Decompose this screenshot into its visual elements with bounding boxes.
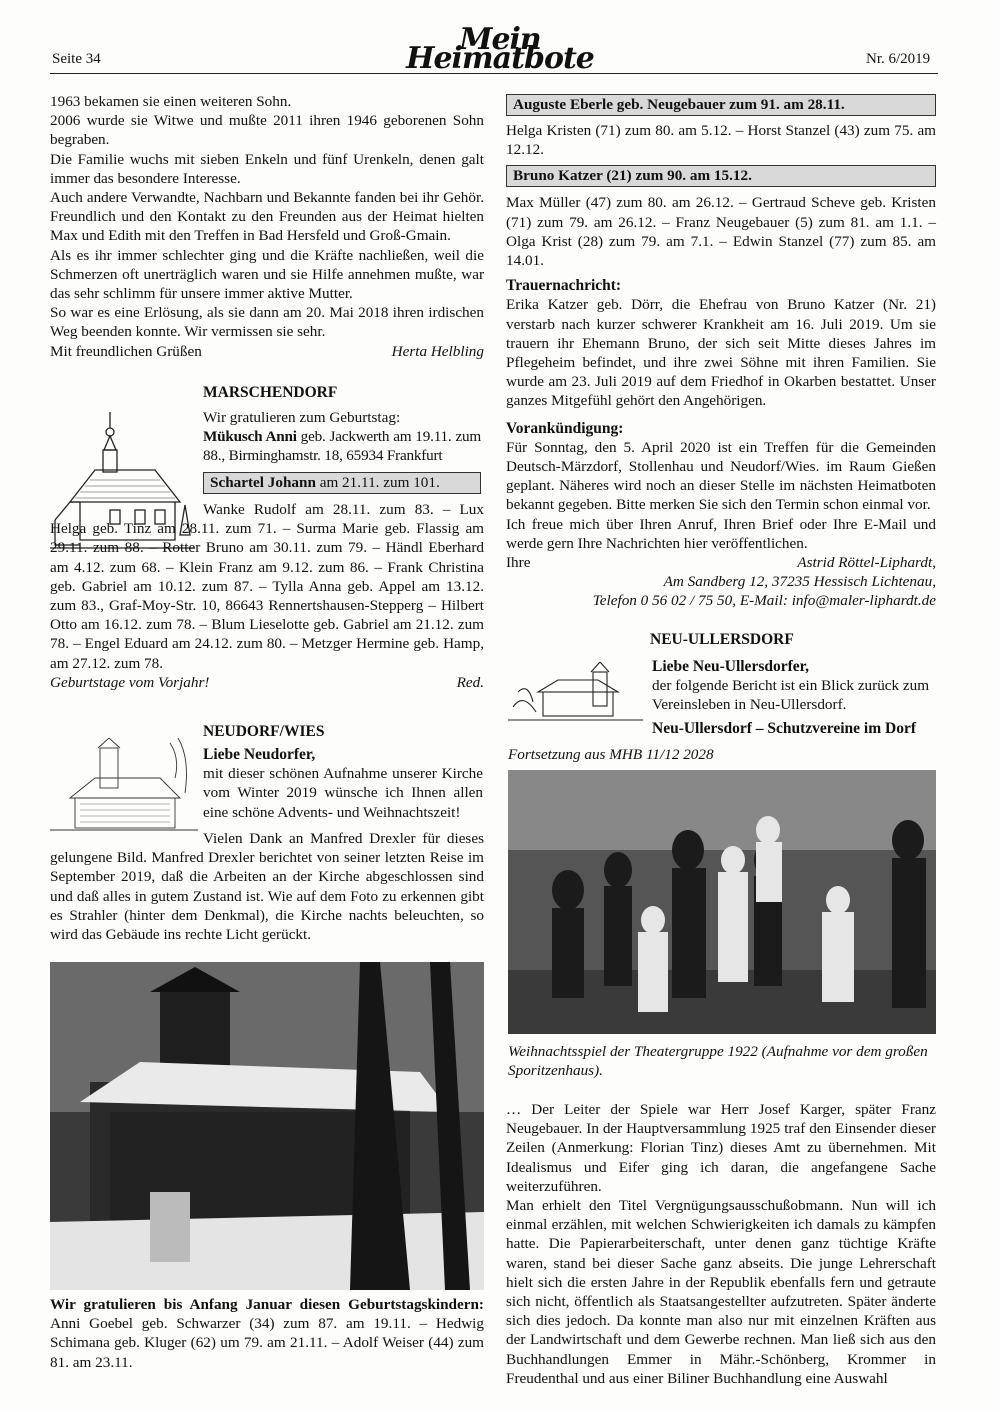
person-name: Mükusch Anni — [203, 428, 297, 446]
highlight-box — [203, 472, 481, 494]
section-title-neudorf: NEUDORF/WIES — [203, 723, 325, 740]
church-winter-photo — [50, 962, 484, 1290]
paragraph: Auch andere Verwandte, Nachbarn und Bekannte fanden bei ihr Gehör. Freundlich und den Kontakt zu den Freunden aus der Heimat hielten Max und Edith mit den Treffen in Bad Hersfeld und Groß-Gmain. — [50, 189, 484, 245]
address: Am Sandberg 12, 37235 Hessisch Lichtenau, — [663, 573, 936, 591]
paragraph: der folgende Bericht ist ein Blick zurück zum Vereinsleben in Neu-Ullersdorf. — [652, 677, 930, 714]
letter-continuation — [50, 92, 484, 361]
signature: Astrid Röttel-Liphardt, — [797, 554, 936, 572]
closing: Mit freundlichen Grüßen — [50, 342, 202, 360]
issue-number: Nr. 6/2019 — [866, 51, 931, 67]
highlight-box: Auguste Eberle geb. Neugebauer zum 91. am 28.11. — [506, 94, 936, 116]
photo-caption: Weihnachtsspiel der Theatergruppe 1922 (Aufnahme vor dem großen Sporitzenhaus). — [508, 1043, 928, 1080]
village-church-illustration — [508, 662, 643, 728]
masthead-title: Mein Heimatbote — [406, 22, 594, 77]
section-title-marschendorf: MARSCHENDORF — [203, 384, 338, 401]
caption-text: Anni Goebel geb. Schwarzer (34) zum 87. am 19.11. – Hedwig Schimana geb. Kluger (62) um 79. am 21.11. – Adolf Weiser (44) zum 81. am 23.11. — [50, 1315, 484, 1371]
birthday-line: Max Müller (47) zum 80. am 26.12. – Gertraud Scheve geb. Kristen (71) zum 79. am 26.12. – Franz Neugebauer (5) zum 81. am 1.1. – Olga Krist (28) zum 79. am 7.1. – Edwin Stanzel (77) zum 85. am 14.01. — [506, 194, 936, 270]
section-heading-trauer: Trauernachricht: — [506, 277, 622, 295]
signature: Herta Helbling — [391, 342, 484, 360]
paragraph: … Der Leiter der Spiele war Herr Josef Karger, später Franz Neugebauer. In der Hauptversammlung 1925 traf den Einsender dieser Zeilen (Anmerkung: Florian Tinz) dieses Amt zu übernehmen. Mit Idealismus und Eifer ging ich daran, die angefangene Sache weiterzuführen. — [506, 1101, 936, 1195]
birthday-detail: am 21.11. zum 101. — [315, 473, 440, 491]
birthday-list — [50, 500, 484, 673]
highlight-box: Bruno Katzer (21) zum 90. am 15.12. — [506, 165, 936, 187]
paragraph: Für Sonntag, den 5. April 2020 ist ein Treffen für die Gemeinden Deutsch-Märzdorf, Stollenhau und Neudorf/Wies. im Raum Gießen geplant. Näheres wird noch an dieser Stelle im nächsten Heimatboten bekannt gegeben. Bitte merken Sie sich den Termin schon einmal vor. — [506, 438, 936, 514]
closing: Ihre — [506, 554, 531, 572]
birthday-line: Helga Kristen (71) zum 80. am 5.12. – Horst Stanzel (43) zum 75. am 12.12. — [506, 122, 936, 159]
photo-caption — [50, 1295, 484, 1372]
paragraph: 1963 bekamen sie einen weiteren Sohn. — [50, 93, 292, 110]
birthday-intro: Wir gratulieren zum Geburtstag: — [203, 409, 401, 426]
birthday-detail: geb. Jackwerth am 19.11. zum 88., Birminghamstr. 18, 65934 Frankfurt — [203, 428, 481, 465]
section-title-neu-ullersdorf: NEU-ULLERSDORF — [650, 631, 794, 648]
paragraph: Als es ihr immer schlechter ging und die Kräfte nachließen, weil die Schmerzen oft unerträglich waren und sie Hilfe annehmen mußte, war das sehr schlimm für unsere immer aktive Mutter. — [50, 246, 484, 303]
note: Geburtstage vom Vorjahr! — [50, 673, 210, 691]
paragraph: So war es eine Erlösung, als sie dann am 20. Mai 2018 ihren irdischen Weg beenden konnte. Wir vermissen sie sehr. — [50, 304, 484, 341]
theater-group-photo — [508, 770, 936, 1034]
paragraph: Die Familie wuchs mit sieben Enkeln und fünf Urenkeln, denen galt immer das besondere Interesse. — [50, 150, 484, 187]
paragraph-text: Vielen Dank an Manfred Drexler für dieses gelungene Bild. Manfred Drexler berichtet von seiner letzten Reise im September 2019, daß die Arbeiten an der Kirche abgeschlossen sind und daß alles in gutem Zustand ist. Wie auf dem Foto zu erkennen gibt es Strahler (hinter dem Denkmal), die Kirche nachts beleuchten, so wird das Gebäude ins rechte Licht gerückt. — [50, 830, 484, 944]
paragraph: Erika Katzer geb. Dörr, die Ehefrau von Bruno Katzer (Nr. 21) verstarb nach kurzer schwerer Krankheit am 16. Juli 2019. Um sie trauern ihr Ehemann Bruno, der sich seit Mitte dieses Jahres im Pflegeheim befindet, und ihre zwei Söhne mit ihren Familien. Sie wurde am 23. Juli 2019 auf dem Friedhof in Okarben bestattet. Unser ganzes Mitgefühl gehört den Angehörigen. — [506, 296, 936, 410]
article-subtitle: Neu-Ullersdorf – Schutzvereine im Dorf — [652, 719, 917, 737]
greeting: Liebe Neu-Ullersdorfer, — [652, 658, 809, 675]
header-rule — [50, 73, 938, 74]
contact: Telefon 0 56 02 / 75 50, E-Mail: info@maler-liphardt.de — [592, 592, 936, 610]
church-sketch — [50, 738, 198, 838]
paragraph: Ich freue mich über Ihren Anruf, Ihren Brief oder Ihre E-Mail und werde gern Ihre Nachrichten hier veröffentlichen. — [506, 515, 936, 552]
paragraph: 2006 wurde sie Witwe und mußte 2011 ihren 1946 geborenen Sohn begraben. — [50, 112, 484, 149]
note-signature: Red. — [456, 673, 484, 691]
person-name: Schartel Johann — [210, 473, 316, 491]
birthday-list-text: Wanke Rudolf am 28.11. zum 83. – Lux Helga geb. Tinz am 28.11. zum 71. – Surma Marie geb. Flassig am 29.11. zum 88. – Rotter Bruno am 30.11. zum 79. – Händl Eberhard am 4.12. zum 68. – Klein Franz am 9.12. zum 86. – Frank Christina geb. Gabriel am 10.12. zum 87. – Tylla Anna geb. Appel am 13.12. zum 83., Graf-Moy-Str. 10, 86643 Rennertshausen-Stepperg – Hilbert Otto am 16.12. zum 78. – Blum Lieselotte geb. Gabriel am 21.12. zum 78. – Engel Eduard am 24.12. zum 80. – Metzger Hermine geb. Hamp, am 27.12. zum 78. — [50, 501, 484, 672]
section-heading-vorankuendigung: Vorankündigung: — [506, 419, 624, 437]
paragraph: mit dieser schönen Aufnahme unserer Kirche vom Winter 2019 wünsche ich Ihnen allen eine schöne Advents- und Weihnachtszeit! — [203, 765, 483, 821]
caption-heading: Wir gratulieren bis Anfang Januar diesen Geburtstagskindern: — [50, 1296, 484, 1313]
continuation-note: Fortsetzung aus MHB 11/12 2028 — [508, 746, 714, 763]
greeting: Liebe Neudorfer, — [203, 746, 316, 763]
paragraph — [50, 829, 484, 944]
paragraph: Man erhielt den Titel Vergnügungsausschußobmann. Nun will ich einmal erzählen, mit welchen Schwierigkeiten ich damals zu kämpfen hatte. Die Papierarbeiterschaft, unter denen ganz tüchtige Kräfte waren, stand bei dieser Sache ganz abseits. Die junge Lehrerschaft hielt sich die ersten Jahre in der Republik ebenfalls fern und getraute sich nicht, öffentlich als Staatsangestellter aufzutreten. Später änderte sich dies jedoch. Da konnte man also nur mit einzelnen Kräften aus der Landwirtschaft und dem Gewerbe rechnen. Man ließ sich aus den Buchhandlungen Emmer in Mähr.-Schönberg, Krommer in Freudenthal und aus einer Biliner Buchhandlung eine Auswahl — [506, 1197, 936, 1387]
page-number: Seite 34 — [52, 51, 101, 67]
